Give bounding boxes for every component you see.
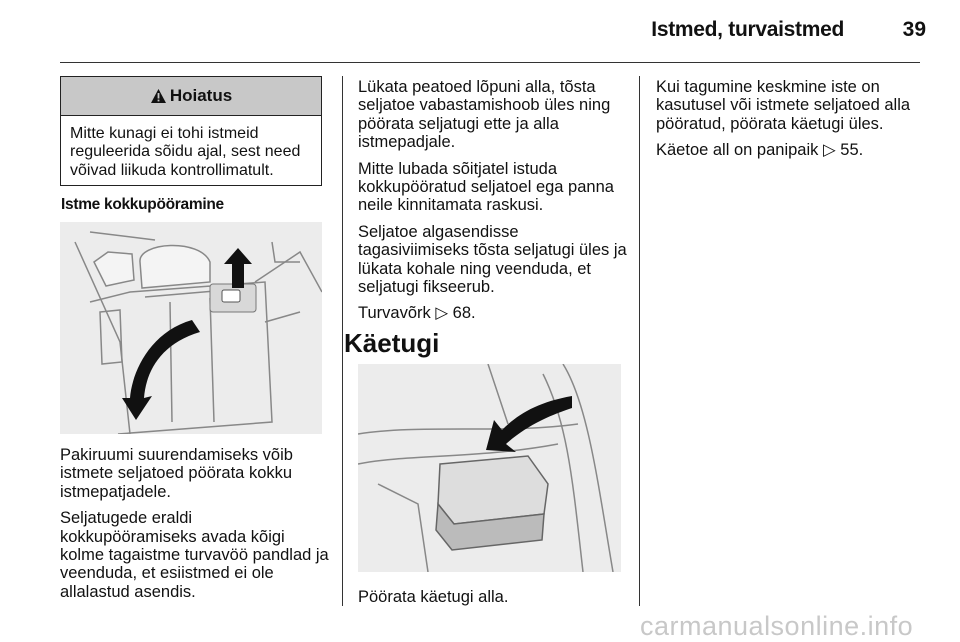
paragraph: Pakiruumi suurendamiseks võib istmete seljatoed pöörata kokku istmepatjadele. <box>60 446 293 501</box>
armrest-illustration <box>358 364 621 572</box>
warning-triangle-icon <box>150 88 167 104</box>
warning-title: Hoiatus <box>169 86 233 105</box>
arrow-reference-icon: ▷ <box>435 304 449 323</box>
reference-label: Käetoe all on panipaik <box>656 141 819 160</box>
paragraph: Seljatoe algasendisse tagasiviimiseks tõsta seljatugi üles ja lükata kohale ning veenduda, et seljatugi fikseerub. <box>358 222 627 297</box>
right-column-text <box>656 78 920 168</box>
header-rule <box>60 62 920 63</box>
column-divider-2 <box>639 76 640 606</box>
seat-folding-illustration <box>60 222 322 434</box>
armrest-caption: Pöörata käetugi alla. <box>358 588 509 606</box>
paragraph: Lükata peatoed lõpuni alla, tõsta seljatoe vabastamishoob üles ning pöörata seljatugi ette ja alla istmepadjale. <box>358 78 611 152</box>
paragraph: Seljatugede eraldi kokkupööramiseks avada kõigi kolme tagaistme turvavöö pandlad ja veenduda, et esiistmed ei ole allalastud asendis. <box>60 509 329 601</box>
section-title-armrest: Käetugi <box>344 328 440 358</box>
page-reference <box>656 141 920 159</box>
warning-text: Mitte kunagi ei tohi istmeid reguleerida sõidu ajal, sest need võivad liikuda kontrollimatult. <box>70 125 301 179</box>
watermark: carmanualsonline.info <box>640 611 914 641</box>
arrow-reference-icon: ▷ <box>822 141 836 160</box>
column-divider-1 <box>342 76 343 606</box>
reference-page: 55. <box>840 141 864 160</box>
reference-page: 68. <box>452 304 476 323</box>
left-column-text <box>60 446 330 609</box>
warning-box <box>60 76 322 186</box>
page-header-title: Istmed, turvaistmed <box>651 18 844 41</box>
warning-header <box>61 77 321 116</box>
subheading-seat-folding: Istme kokkupööramine <box>61 196 224 213</box>
page-reference <box>358 304 634 322</box>
paragraph: Kui tagumine keskmine iste on kasutusel või istmete seljatoed alla pööratud, pöörata käetugi üles. <box>656 78 911 133</box>
middle-column-text <box>358 78 634 331</box>
reference-label: Turvavõrk <box>358 304 431 323</box>
paragraph: Mitte lubada sõitjatel istuda kokkupööratud seljatoel ega panna neile kinnitamata raskusi. <box>358 159 614 215</box>
page-number: 39 <box>902 18 926 41</box>
